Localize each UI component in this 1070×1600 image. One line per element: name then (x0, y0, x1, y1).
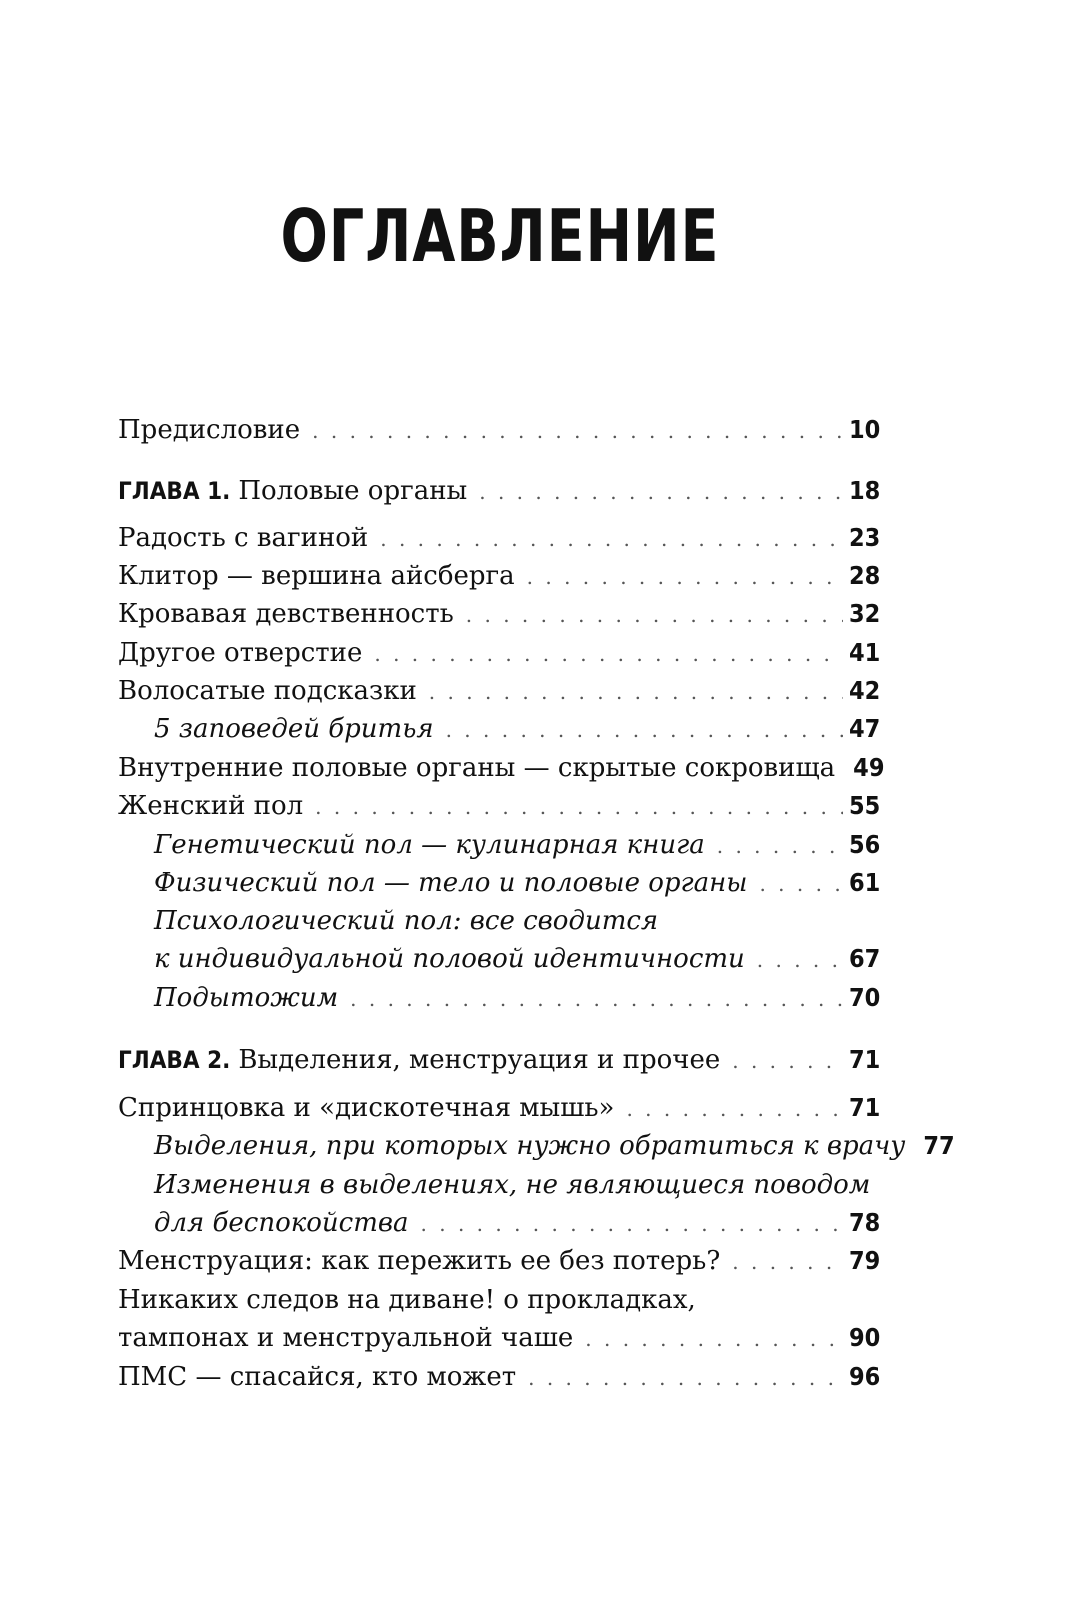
toc-page-number: 32 (849, 599, 881, 628)
toc-entry-label: ПМС — спасайся, кто может (118, 1362, 517, 1392)
toc-subentry[interactable] (154, 1165, 881, 1245)
toc-page-number: 10 (849, 415, 881, 444)
dot-leader (479, 472, 843, 512)
toc-subentry[interactable] (154, 901, 881, 981)
toc-page-number: 56 (849, 830, 881, 859)
toc-page-number: 55 (849, 791, 881, 820)
toc-entry-label: Другое отверстие (118, 638, 363, 668)
toc-entry-label: Радость с вагиной (118, 523, 369, 553)
toc-entry[interactable] (118, 1088, 881, 1128)
toc-page-number: 71 (849, 1093, 881, 1122)
toc-entry-label: тампонах и менструальной чаше (118, 1323, 574, 1353)
toc-entry-label: Женский пол (118, 791, 304, 821)
toc-page-number: 61 (849, 868, 881, 897)
toc-subentry[interactable] (154, 1126, 955, 1166)
chapter-prefix: ГЛАВА 1. (118, 477, 231, 505)
toc-entry-label: Клитор — вершина айсберга (118, 561, 515, 591)
toc-entry[interactable] (118, 633, 881, 673)
toc-entry-label: Физический пол — тело и половые органы (154, 868, 748, 898)
dot-leader (732, 1041, 843, 1081)
dot-leader (350, 979, 843, 1019)
dot-leader (757, 940, 843, 980)
toc-page-number: 70 (849, 983, 881, 1012)
toc-page-number: 77 (923, 1131, 955, 1160)
toc-entry[interactable] (118, 518, 881, 558)
dot-leader (717, 826, 843, 866)
toc-entry[interactable] (118, 1280, 881, 1360)
toc-page-number: 18 (849, 476, 881, 505)
toc-entry-label: Выделения, менструация и прочее (238, 1045, 721, 1075)
toc-page-number: 90 (849, 1323, 881, 1352)
toc-entry-label: Спринцовка и «дискотечная мышь» (118, 1093, 615, 1123)
toc-page-number: 49 (853, 753, 885, 782)
toc-subentry[interactable] (154, 709, 881, 749)
dot-leader (312, 411, 843, 451)
toc-page-number: 96 (849, 1362, 881, 1391)
toc-entry[interactable] (118, 671, 881, 711)
toc-chapter-1[interactable] (118, 471, 881, 511)
toc-page-number: 28 (849, 561, 881, 590)
toc-entry-label: для беспокойства (154, 1208, 409, 1238)
toc-page-number: 67 (849, 944, 881, 973)
toc-subentry[interactable] (154, 978, 881, 1018)
page-title: ОГЛАВЛЕНИЕ (280, 194, 720, 278)
toc-entry[interactable] (118, 556, 881, 596)
toc-entry[interactable] (118, 748, 885, 788)
toc-entry-label: Выделения, при которых нужно обратиться к врачу (154, 1131, 906, 1161)
dot-leader (527, 557, 843, 597)
dot-leader (315, 787, 843, 827)
toc-entry-label: Волосатые подсказки (118, 676, 417, 706)
toc-entry-label-line1: Психологический пол: все сводится (154, 906, 659, 936)
toc-entry-label: Внутренние половые органы — скрытые сокровища (118, 753, 836, 783)
toc-subentry[interactable] (154, 863, 881, 903)
toc-page-number: 78 (849, 1208, 881, 1237)
toc-entry-label-line1: Никаких следов на диване! о прокладках, (118, 1285, 696, 1315)
toc-chapter-2[interactable] (118, 1040, 881, 1080)
toc-entry-label: Кровавая девственность (118, 599, 454, 629)
chapter-prefix: ГЛАВА 2. (118, 1046, 231, 1074)
toc-entry[interactable] (118, 786, 881, 826)
toc-page-number: 42 (849, 676, 881, 705)
toc-entry[interactable] (118, 1241, 881, 1281)
toc-entry-label: Генетический пол — кулинарная книга (154, 830, 705, 860)
dot-leader (466, 595, 843, 635)
dot-leader (759, 864, 843, 904)
toc-page-number: 71 (849, 1045, 881, 1074)
dot-leader (374, 634, 843, 674)
toc-page-number: 41 (849, 638, 881, 667)
toc-subentry[interactable] (154, 825, 881, 865)
dot-leader (626, 1089, 843, 1129)
toc-entry-label: Предисловие (118, 415, 301, 445)
dot-leader (446, 710, 843, 750)
toc-entry-label: Менструация: как пережить ее без потерь? (118, 1246, 721, 1276)
toc-entry-label-line1: Изменения в выделениях, не являющиеся поводом (154, 1170, 871, 1200)
dot-leader (429, 672, 843, 712)
dot-leader (585, 1319, 843, 1359)
toc-entry-preface[interactable] (118, 410, 881, 450)
toc-page-number: 79 (849, 1246, 881, 1275)
toc-page-number: 47 (849, 714, 881, 743)
toc-entry-label: 5 заповедей бритья (154, 714, 434, 744)
dot-leader (732, 1242, 843, 1282)
dot-leader (421, 1204, 843, 1244)
dot-leader (528, 1358, 843, 1398)
toc-page-number: 23 (849, 523, 881, 552)
toc-entry-label: Половые органы (238, 476, 468, 506)
toc-entry-label: Подытожим (154, 983, 339, 1013)
toc-entry[interactable] (118, 1357, 881, 1397)
dot-leader (380, 519, 843, 559)
toc-entry-label: к индивидуальной половой идентичности (154, 944, 745, 974)
toc-entry[interactable] (118, 594, 881, 634)
